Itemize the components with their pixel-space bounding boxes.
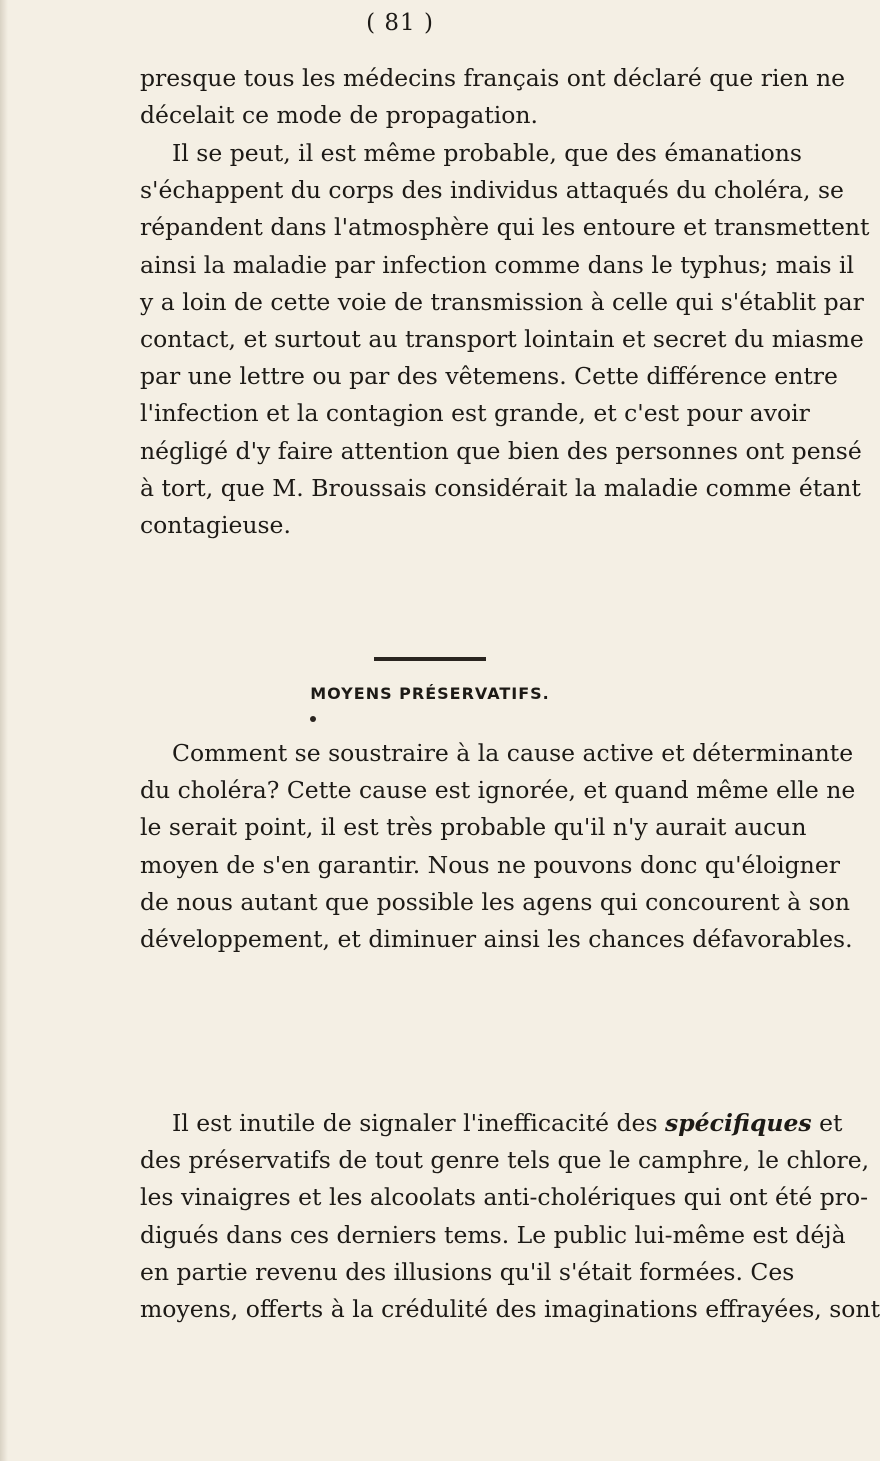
text-line: développement, et diminuer ainsi les chances défavorables.	[140, 925, 853, 954]
text-line: ainsi la maladie par infection comme dans le typhus; mais il	[140, 250, 855, 279]
page-edge-shadow	[0, 0, 8, 1461]
text-line: moyen de s'en garantir. Nous ne pouvons donc qu'éloigner	[140, 850, 840, 879]
text-line: digués dans ces derniers tems. Le public lui-même est déjà	[140, 1220, 846, 1249]
text-line: y a loin de cette voie de transmission à celle qui s'établit par	[140, 287, 864, 316]
text-span: Il est inutile de signaler l'inefficacité des	[172, 1109, 658, 1137]
text-line: par une lettre ou par des vêtemens. Cette différence entre	[140, 362, 838, 391]
page-number: ( 81 )	[366, 10, 434, 36]
text-line: presque tous les médecins français ont déclaré que rien ne	[140, 64, 846, 92]
text-line: négligé d'y faire attention que bien des personnes ont pensé	[140, 436, 862, 465]
text-line: en partie revenu des illusions qu'il s'était formées. Ces	[140, 1257, 795, 1286]
text-line: Comment se soustraire à la cause active et déterminante	[172, 739, 854, 767]
text-span: et	[819, 1109, 843, 1137]
text-line: du choléra? Cette cause est ignorée, et quand même elle ne	[140, 776, 856, 805]
text-line: à tort, que M. Broussais considérait la maladie comme étant	[140, 473, 861, 502]
text-line: répandent dans l'atmosphère qui les entoure et transmettent	[140, 213, 870, 242]
text-line: moyens, offerts à la crédulité des imaginations effrayées, sont	[140, 1295, 880, 1324]
text-line: contact, et surtout au transport lointain et secret du miasme	[140, 325, 864, 354]
paragraph-2	[140, 135, 870, 544]
text-line: l'infection et la contagion est grande, et c'est pour avoir	[140, 399, 810, 428]
text-line: contagieuse.	[140, 511, 291, 540]
text-line: s'échappent du corps des individus attaqués du choléra, se	[140, 176, 844, 205]
paragraph-1	[140, 60, 846, 134]
ornament-dot	[310, 716, 316, 722]
text-line: les vinaigres et les alcoolats anti-cholériques qui ont été pro-	[140, 1183, 869, 1212]
section-divider	[374, 657, 486, 661]
italic-term: spécifiques	[665, 1109, 812, 1137]
section-heading: MOYENS PRÉSERVATIFS.	[310, 684, 550, 703]
text-line: Il se peut, il est même probable, que des émanations	[172, 139, 802, 167]
text-line: le serait point, il est très probable qu'il n'y aurait aucun	[140, 813, 807, 842]
text-line: de nous autant que possible les agens qui concourent à son	[140, 887, 850, 916]
text-line: des préservatifs de tout genre tels que le camphre, le chlore,	[140, 1146, 870, 1175]
paragraph-3	[140, 735, 856, 958]
text-line	[140, 1105, 843, 1142]
text-line: décelait ce mode de propagation.	[140, 101, 539, 130]
paragraph-4	[140, 1105, 880, 1328]
